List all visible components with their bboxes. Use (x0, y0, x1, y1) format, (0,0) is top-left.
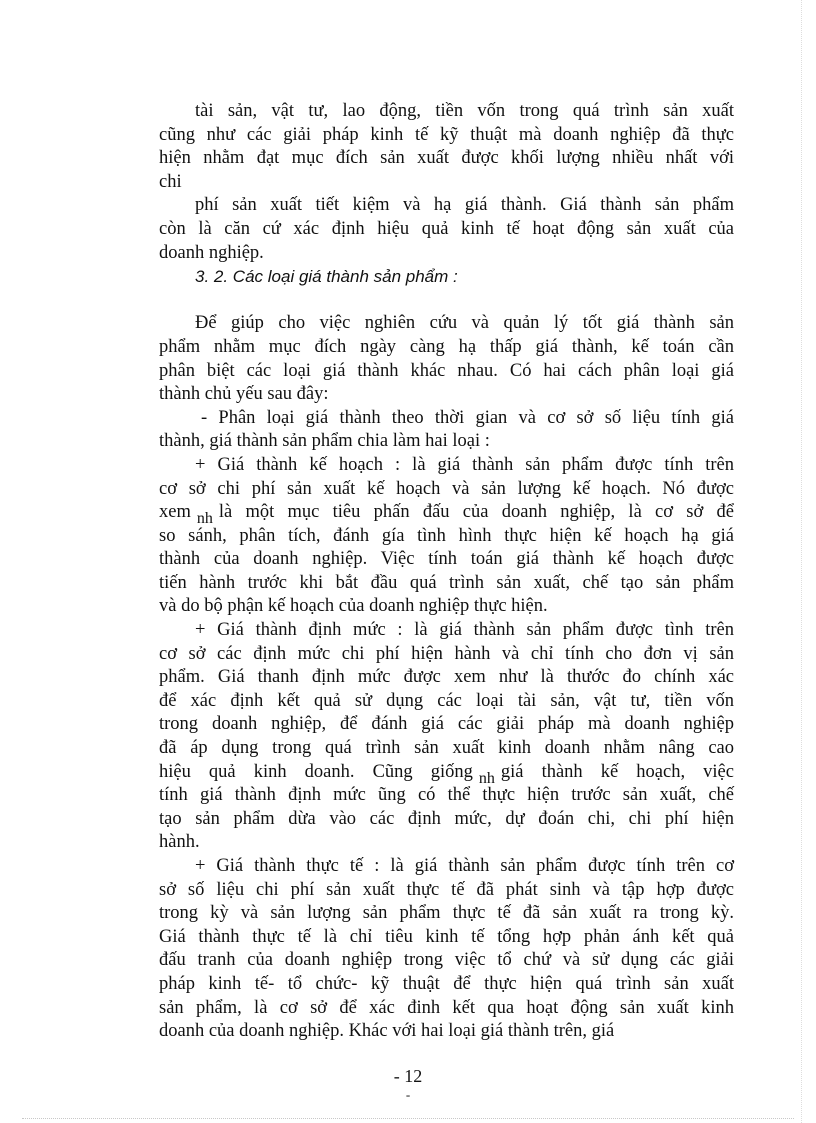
text-fragment: giá thành kế hoạch, việc (500, 761, 734, 782)
text-line: phí sản xuất tiết kiệm và hạ giá thành. Giá thành sản phẩm (195, 195, 734, 216)
text-line: tạo sản phẩm dừa vào các định mức, dự đoán chi, chi phí hiện (159, 808, 734, 829)
text-line: doanh của doanh nghiệp. Khác với hai loại giá thành trên, giá (159, 1021, 615, 1042)
text-line: - Phân loại giá thành theo thời gian và cơ sở số liệu tính giá (201, 407, 734, 428)
text-line: pháp kinh tế- tổ chức- kỹ thuật để thực hiện quá trình sản xuất (159, 973, 734, 994)
text-line: đấu tranh của doanh nghiệp trong việc tổ chứ và sử dụng các giải (159, 950, 734, 971)
section-heading: 3. 2. Các loại giá thành sản phẩm : (195, 267, 458, 287)
text-line: trong kỳ và sản lượng sản phẩm thực tế đã sản xuất ra trong kỳ. (159, 903, 734, 924)
text-line: tài sản, vật tư, lao động, tiền vốn trong quá trình sản xuất (195, 101, 734, 121)
text-line: tính giá thành định mức ũng có thể thực hiện trước sản xuất, chế (159, 785, 734, 806)
text-line: so sánh, phân tích, đánh gía tình hình thực hiện kế hoạch hạ giá (159, 525, 734, 546)
text-line: phẩm nhằm mục đích ngày càng hạ thấp giá thành, kế toán cần (159, 336, 734, 357)
text-line: và do bộ phận kế hoạch của doanh nghiệp thực hiện. (159, 596, 548, 617)
body-text (159, 100, 734, 1044)
text-line: còn là căn cứ xác định hiệu quả kinh tế hoạt động sản xuất của (159, 218, 734, 239)
text-line: thành, giá thành sản phẩm chia làm hai loại : (159, 431, 490, 452)
text-line: Giá thành thực tế là chỉ tiêu kinh tế tổng hợp phản ánh kết quả (159, 926, 734, 947)
text-line: Để giúp cho việc nghiên cứu và quản lý tốt giá thành sản (195, 313, 734, 334)
text-line: hiện nhằm đạt mục đích sản xuất được khối lượng nhiều nhất với (159, 148, 734, 169)
page-edge-line (801, 0, 802, 1123)
text-line: + Giá thành kế hoạch : là giá thành sản phẩm được tính trên (195, 454, 734, 475)
text-line: chi (159, 171, 182, 192)
text-line: + Giá thành thực tế : là giá thành sản phẩm được tính trên cơ (195, 856, 734, 876)
text-fragment-subscript: nh (478, 769, 495, 787)
text-line: + Giá thành định mức : là giá thành sản phẩm được tình trên (195, 620, 734, 641)
text-line: cơ sở chi phí sản xuất kế hoạch và sản lượng kế hoạch. Nó được (159, 478, 734, 499)
text-line: để xác định kết quả sử dụng các loại tài sản, vật tư, tiền vốn (159, 690, 734, 711)
text-line: sản phẩm, là cơ sở để xác đinh kết qua hoạt động sản xuất kinh (159, 997, 734, 1018)
text-fragment: xem (159, 502, 191, 523)
text-line: đã áp dụng trong quá trình sản xuất kinh doanh nhằm nâng cao (159, 738, 734, 759)
text-line: hành. (159, 832, 200, 853)
text-line: thành của doanh nghiệp. Việc tính toán giá thành kế hoạch được (159, 549, 734, 570)
text-line: sở số liệu chi phí sản xuất thực tế đã phát sinh và tập hợp được (159, 879, 734, 900)
blank-line (159, 289, 734, 313)
page-number-dash: - (405, 1087, 411, 1102)
text-fragment-subscript: nh (196, 510, 213, 528)
text-line: cơ sở các định mức chi phí hiện hành và chỉ tính cho đơn vị sản (159, 643, 734, 664)
text-line-composite (159, 501, 734, 528)
text-line: cũng như các giải pháp kinh tế kỹ thuật mà doanh nghiệp đã thực (159, 124, 734, 145)
text-line: phẩm. Giá thanh định mức được xem như là thước đo chính xác (159, 667, 734, 688)
text-line-composite (159, 761, 734, 785)
text-line: doanh nghiệp. (159, 242, 264, 263)
footer-divider (22, 1118, 794, 1119)
text-fragment: là một mục tiêu phấn đấu của doanh nghiệp, là cơ sở để (218, 502, 734, 523)
text-line: trong doanh nghiệp, để đánh giá các giải pháp mà doanh nghiệp (159, 714, 734, 735)
text-fragment: hiệu quả kinh doanh. Cũng giống (159, 761, 473, 782)
text-line: tiến hành trước khi bắt đầu quá trình sản xuất, chế tạo sản phẩm (159, 572, 734, 593)
text-line: thành chủ yếu sau đây: (159, 384, 329, 405)
page-number: - 12 (393, 1066, 423, 1086)
text-line: phân biệt các loại giá thành khác nhau. Có hai cách phân loại giá (159, 360, 734, 381)
